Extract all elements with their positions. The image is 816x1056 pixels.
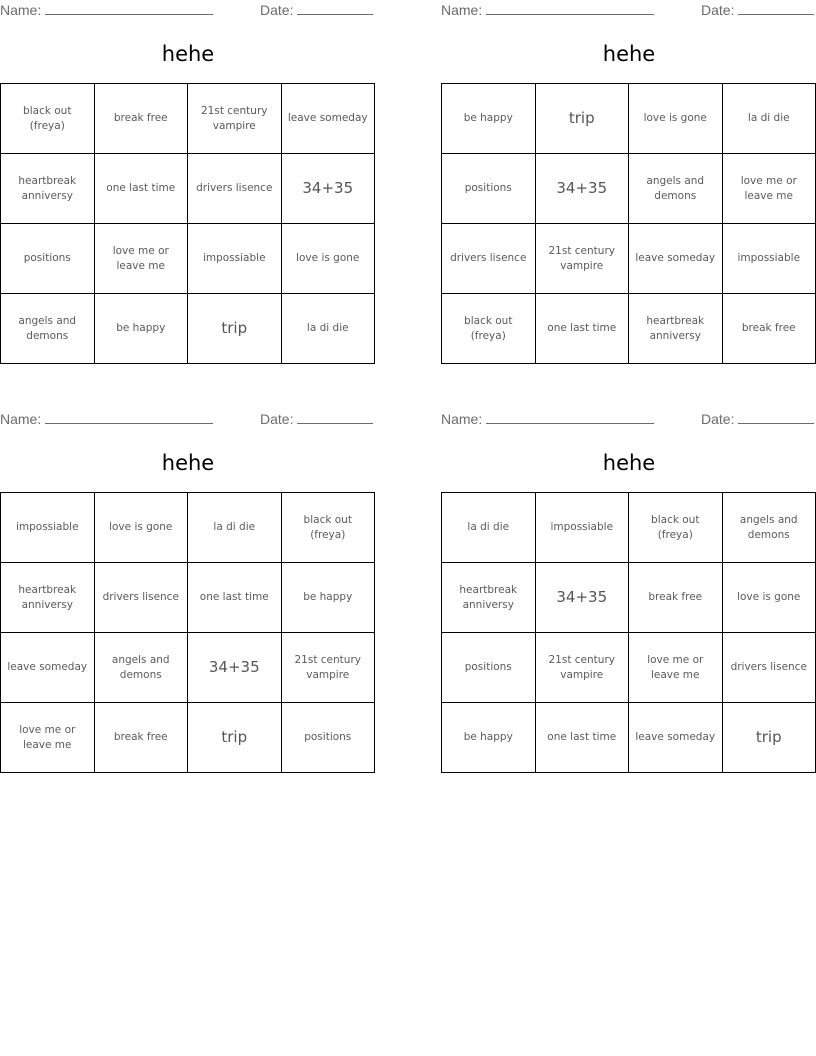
name-blank-line bbox=[45, 411, 213, 424]
grid-cell: heartbreak anniversy bbox=[442, 563, 536, 633]
grid-cell: one last time bbox=[188, 563, 282, 633]
card-title: hehe bbox=[602, 451, 656, 475]
grid-cell: break free bbox=[629, 563, 723, 633]
grid-cell: angels and demons bbox=[94, 633, 188, 703]
grid-cell: black out (freya) bbox=[281, 493, 375, 563]
grid-cell: be happy bbox=[442, 703, 536, 773]
name-field bbox=[441, 411, 654, 427]
grid-cell: love me or leave me bbox=[1, 703, 95, 773]
grid-cell: impossiable bbox=[188, 224, 282, 294]
grid-cell: 34+35 bbox=[535, 563, 629, 633]
date-blank-line bbox=[738, 411, 814, 424]
name-label: Name: bbox=[0, 2, 42, 18]
grid-cell: love me or leave me bbox=[722, 154, 816, 224]
date-field bbox=[260, 411, 373, 427]
grid-cell: drivers lisence bbox=[94, 563, 188, 633]
grid-cell: 21st century vampire bbox=[535, 633, 629, 703]
date-blank-line bbox=[297, 411, 373, 424]
grid-cell: la di die bbox=[281, 294, 375, 364]
grid-cell: positions bbox=[442, 154, 536, 224]
grid-cell: love me or leave me bbox=[94, 224, 188, 294]
grid-row bbox=[1, 294, 375, 364]
grid-cell: love is gone bbox=[722, 563, 816, 633]
date-label: Date: bbox=[701, 411, 735, 427]
grid-cell: love is gone bbox=[94, 493, 188, 563]
name-label: Name: bbox=[0, 411, 42, 427]
grid-row bbox=[1, 84, 375, 154]
grid-cell: 21st century vampire bbox=[188, 84, 282, 154]
grid-cell: drivers lisence bbox=[442, 224, 536, 294]
grid-row bbox=[1, 224, 375, 294]
card-title: hehe bbox=[602, 42, 656, 66]
grid-cell: heartbreak anniversy bbox=[629, 294, 723, 364]
grid-cell: be happy bbox=[281, 563, 375, 633]
date-field bbox=[260, 2, 373, 18]
grid-cell: trip bbox=[535, 84, 629, 154]
grid-cell: trip bbox=[188, 294, 282, 364]
card-title: hehe bbox=[161, 451, 215, 475]
grid-cell: leave someday bbox=[629, 224, 723, 294]
grid-row bbox=[442, 633, 816, 703]
date-blank-line bbox=[297, 2, 373, 15]
grid-cell: leave someday bbox=[281, 84, 375, 154]
card-header bbox=[441, 2, 816, 20]
grid-cell: 34+35 bbox=[281, 154, 375, 224]
grid-cell: positions bbox=[1, 224, 95, 294]
grid-cell: leave someday bbox=[1, 633, 95, 703]
grid-row bbox=[442, 563, 816, 633]
grid-cell: love me or leave me bbox=[629, 633, 723, 703]
name-blank-line bbox=[45, 2, 213, 15]
grid-cell: 21st century vampire bbox=[281, 633, 375, 703]
date-field bbox=[701, 2, 814, 18]
name-blank-line bbox=[486, 2, 654, 15]
grid-row bbox=[1, 633, 375, 703]
grid-cell: leave someday bbox=[629, 703, 723, 773]
date-label: Date: bbox=[260, 411, 294, 427]
grid-cell: black out (freya) bbox=[629, 493, 723, 563]
grid-cell: break free bbox=[94, 703, 188, 773]
name-label: Name: bbox=[441, 411, 483, 427]
grid-row bbox=[1, 703, 375, 773]
card-header bbox=[441, 411, 816, 429]
grid-cell: break free bbox=[94, 84, 188, 154]
grid-row bbox=[442, 154, 816, 224]
grid-row bbox=[1, 563, 375, 633]
grid-cell: impossiable bbox=[535, 493, 629, 563]
grid-cell: break free bbox=[722, 294, 816, 364]
card-header bbox=[0, 2, 376, 20]
date-blank-line bbox=[738, 2, 814, 15]
grid-cell: angels and demons bbox=[629, 154, 723, 224]
grid-cell: love is gone bbox=[281, 224, 375, 294]
grid-row bbox=[1, 154, 375, 224]
date-label: Date: bbox=[701, 2, 735, 18]
grid-row bbox=[442, 294, 816, 364]
grid-cell: be happy bbox=[442, 84, 536, 154]
grid-cell: 34+35 bbox=[535, 154, 629, 224]
card-header bbox=[0, 411, 376, 429]
name-label: Name: bbox=[441, 2, 483, 18]
grid-cell: impossiable bbox=[722, 224, 816, 294]
grid-cell: heartbreak anniversy bbox=[1, 154, 95, 224]
date-field bbox=[701, 411, 814, 427]
grid-cell: drivers lisence bbox=[722, 633, 816, 703]
grid-cell: black out (freya) bbox=[442, 294, 536, 364]
bingo-grid bbox=[441, 83, 816, 364]
grid-cell: la di die bbox=[722, 84, 816, 154]
grid-row bbox=[442, 224, 816, 294]
grid-cell: angels and demons bbox=[1, 294, 95, 364]
grid-row bbox=[442, 84, 816, 154]
grid-row bbox=[442, 703, 816, 773]
name-field bbox=[441, 2, 654, 18]
grid-cell: love is gone bbox=[629, 84, 723, 154]
grid-cell: heartbreak anniversy bbox=[1, 563, 95, 633]
date-label: Date: bbox=[260, 2, 294, 18]
grid-cell: 21st century vampire bbox=[535, 224, 629, 294]
grid-cell: angels and demons bbox=[722, 493, 816, 563]
grid-cell: one last time bbox=[535, 294, 629, 364]
grid-row bbox=[442, 493, 816, 563]
name-blank-line bbox=[486, 411, 654, 424]
grid-cell: positions bbox=[442, 633, 536, 703]
name-field bbox=[0, 2, 213, 18]
grid-cell: one last time bbox=[535, 703, 629, 773]
name-field bbox=[0, 411, 213, 427]
grid-cell: positions bbox=[281, 703, 375, 773]
bingo-grid bbox=[441, 492, 816, 773]
bingo-grid bbox=[0, 492, 375, 773]
grid-cell: be happy bbox=[94, 294, 188, 364]
grid-cell: drivers lisence bbox=[188, 154, 282, 224]
grid-cell: one last time bbox=[94, 154, 188, 224]
grid-cell: 34+35 bbox=[188, 633, 282, 703]
grid-cell: la di die bbox=[442, 493, 536, 563]
grid-cell: trip bbox=[722, 703, 816, 773]
grid-cell: black out (freya) bbox=[1, 84, 95, 154]
grid-cell: trip bbox=[188, 703, 282, 773]
card-title: hehe bbox=[161, 42, 215, 66]
grid-cell: la di die bbox=[188, 493, 282, 563]
grid-row bbox=[1, 493, 375, 563]
grid-cell: impossiable bbox=[1, 493, 95, 563]
bingo-grid bbox=[0, 83, 375, 364]
